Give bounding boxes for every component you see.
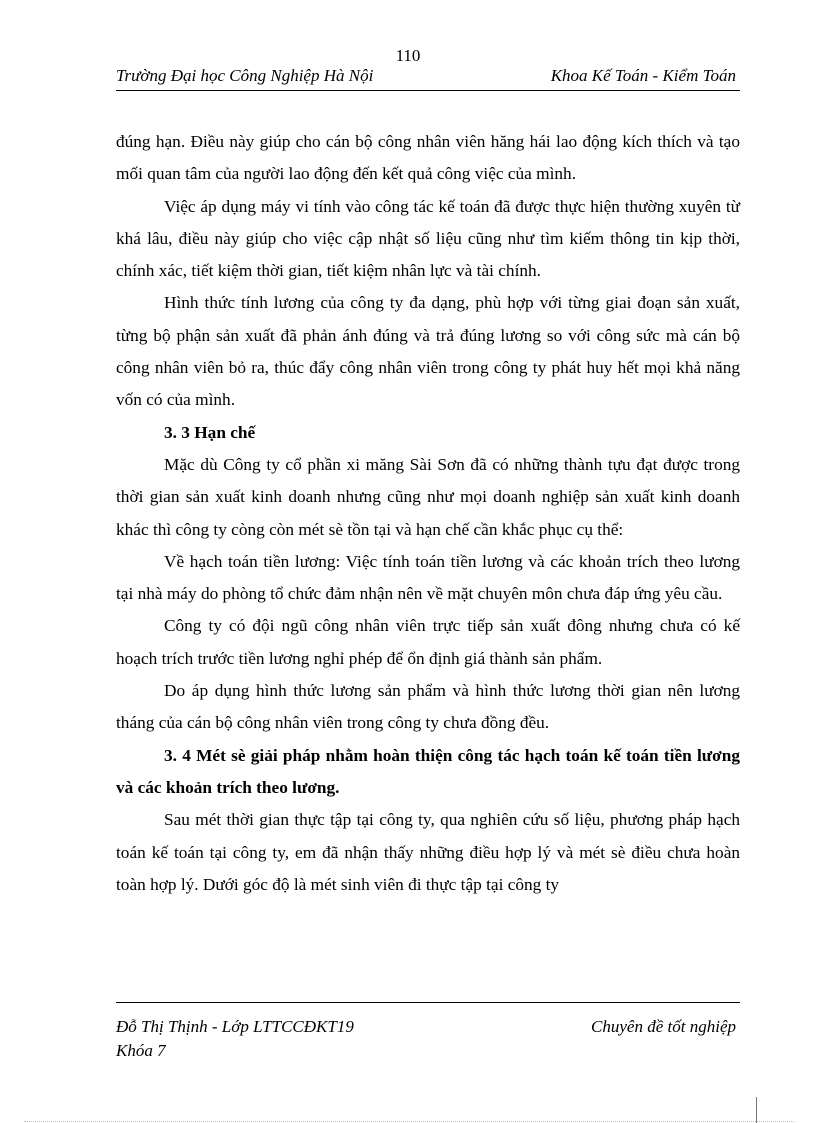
paragraph-7: Do áp dụng hình thức lương sản phẩm và hình thức lương thời gian nên lương tháng của cán bộ công nhân viên trong công ty chưa đồng đều. (116, 681, 740, 733)
footer-thesis-type: Chuyên đề tốt nghiệp (591, 1017, 736, 1036)
paragraph-1: đúng hạn. Điều này giúp cho cán bộ công nhân viên hăng hái lao động kích thích và tạo mối quan tâm của người lao động đến kết quả công việc của mình. (116, 132, 740, 184)
header-university: Trường Đại học Công Nghiệp Hà Nội (116, 66, 374, 85)
header-faculty: Khoa Kế Toán - Kiểm Toán (550, 66, 736, 85)
paragraph-8: Sau mét thời gian thực tập tại công ty, qua nghiên cứu số liệu, phương pháp hạch toán kế toán tại công ty, em đã nhận thấy những điều hợp lý và mét sè điều chưa hoàn toàn hợp lý. Dưới góc độ là mét sinh viên đi thực tập tại công ty (116, 810, 740, 894)
page-number: 110 (395, 46, 421, 65)
paragraph-6: Công ty có đội ngũ công nhân viên trực tiếp sản xuất đông nhưng chưa có kế hoạch trích trước tiền lương nghỉ phép để ổn định giá thành sản phẩm. (116, 616, 740, 668)
section-heading-3-3: 3. 3 Hạn chế (164, 422, 256, 442)
document-body (116, 126, 740, 901)
section-heading-3-4: 3. 4 Mét sè giải pháp nhằm hoàn thiện công tác hạch toán kế toán tiền lương và các khoản trích theo lương. (116, 745, 740, 797)
footer-course: Khóa 7 (116, 1041, 166, 1060)
page-header (116, 66, 740, 91)
page-footer (116, 1002, 740, 1060)
paragraph-3: Hình thức tính lương của công ty đa dạng, phù hợp với từng giai đoạn sản xuất, từng bộ phận sản xuất đã phản ánh đúng và trả đúng lương so với công sức mà cán bộ công nhân viên bỏ ra, thúc đẩy công nhân viên trong công ty phát huy hết mọi khả năng vốn có của mình. (116, 293, 740, 410)
paragraph-2: Việc áp dụng máy vi tính vào công tác kế toán đã được thực hiện thường xuyên từ khá lâu, điều này giúp cho việc cập nhật số liệu cũng như tìm kiếm thông tin kịp thời, chính xác, tiết kiệm thời gian, tiết kiệm nhân lực và tài chính. (116, 196, 740, 281)
page-bottom-border (24, 1121, 794, 1122)
footer-author: Đỗ Thị Thịnh - Lớp LTTCCĐKT19 (116, 1017, 354, 1036)
paragraph-5: Về hạch toán tiền lương: Việc tính toán tiền lương và các khoản trích theo lương tại nhà máy do phòng tổ chức đảm nhận nên về mặt chuyên môn chưa đáp ứng yêu cầu. (116, 551, 740, 604)
paragraph-4: Mặc dù Công ty cổ phần xi măng Sài Sơn đã có những thành tựu đạt được trong thời gian sản xuất kinh doanh nhưng cũng như mọi doanh nghiệp sản xuất kinh doanh khác thì công ty còng còn mét sè tồn tại và hạn chế cần khắc phục cụ thể: (116, 454, 740, 539)
page-corner-mark (756, 1097, 757, 1123)
